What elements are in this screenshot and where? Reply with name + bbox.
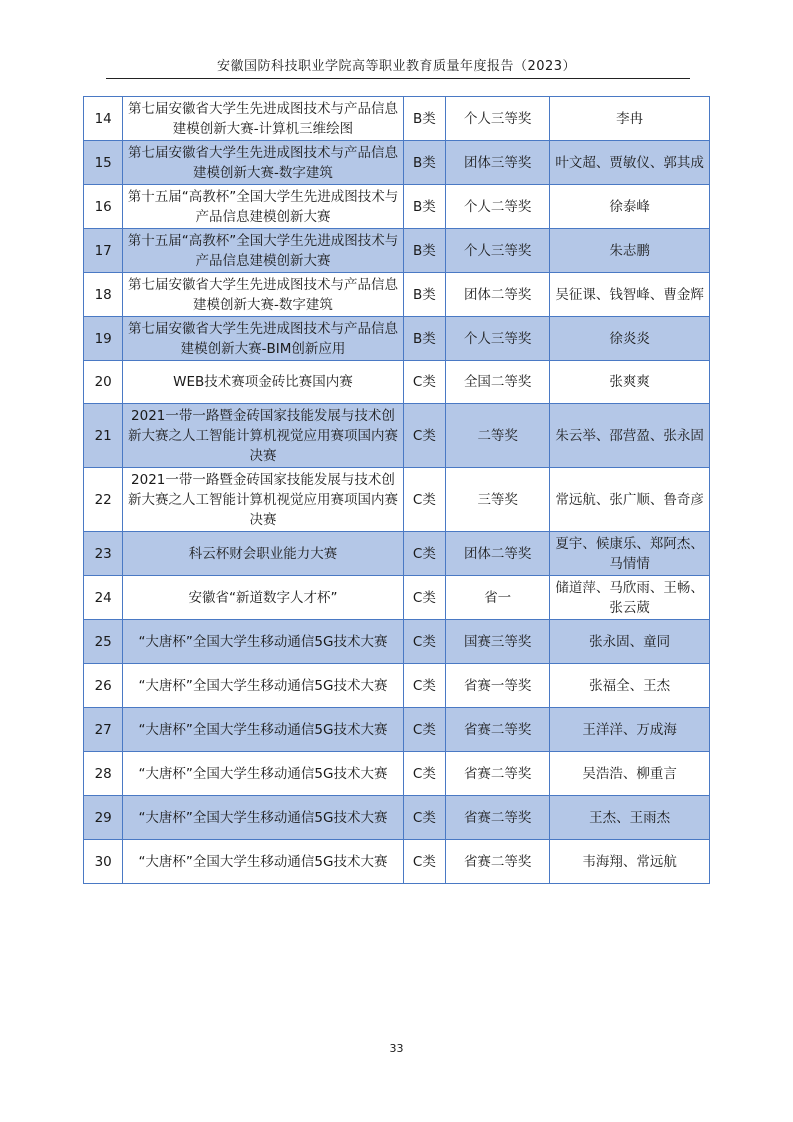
winners: 储道萍、马欣雨、王畅、张云葳	[550, 576, 710, 620]
winners: 张永固、童同	[550, 620, 710, 664]
winners: 韦海翔、常远航	[550, 840, 710, 884]
award-level: 省一	[446, 576, 550, 620]
row-number: 18	[84, 273, 123, 317]
competition-name: “大唐杯”全国大学生移动通信5G技术大赛	[123, 664, 403, 708]
award-level: 二等奖	[446, 404, 550, 468]
table-row	[84, 361, 710, 404]
award-level: 国赛三等奖	[446, 620, 550, 664]
competition-name: 第十五届“高教杯”全国大学生先进成图技术与产品信息建模创新大赛	[123, 229, 403, 273]
category: B类	[403, 141, 446, 185]
table-row	[84, 708, 710, 752]
table-row	[84, 664, 710, 708]
table-row	[84, 840, 710, 884]
competition-name: 第七届安徽省大学生先进成图技术与产品信息建模创新大赛-数字建筑	[123, 273, 403, 317]
award-level: 省赛二等奖	[446, 796, 550, 840]
table-row	[84, 229, 710, 273]
table-row	[84, 97, 710, 141]
table-row	[84, 273, 710, 317]
row-number: 25	[84, 620, 123, 664]
category: C类	[403, 361, 446, 404]
category: C类	[403, 708, 446, 752]
category: C类	[403, 576, 446, 620]
competition-name: 第十五届“高教杯”全国大学生先进成图技术与产品信息建模创新大赛	[123, 185, 403, 229]
award-level: 团体二等奖	[446, 532, 550, 576]
table-row	[84, 620, 710, 664]
row-number: 29	[84, 796, 123, 840]
row-number: 19	[84, 317, 123, 361]
table-row	[84, 185, 710, 229]
winners: 吴征课、钱智峰、曹金辉	[550, 273, 710, 317]
row-number: 22	[84, 468, 123, 532]
competition-name: “大唐杯”全国大学生移动通信5G技术大赛	[123, 840, 403, 884]
winners: 王洋洋、万成海	[550, 708, 710, 752]
page-number: 33	[389, 1042, 404, 1055]
awards-table	[83, 96, 710, 884]
competition-name: “大唐杯”全国大学生移动通信5G技术大赛	[123, 620, 403, 664]
row-number: 24	[84, 576, 123, 620]
winners: 王杰、王雨杰	[550, 796, 710, 840]
winners: 吴浩浩、柳重言	[550, 752, 710, 796]
award-level: 三等奖	[446, 468, 550, 532]
award-level: 全国二等奖	[446, 361, 550, 404]
winners: 徐泰峰	[550, 185, 710, 229]
award-level: 省赛二等奖	[446, 840, 550, 884]
competition-name: 安徽省“新道数字人才杯”	[123, 576, 403, 620]
category: B类	[403, 185, 446, 229]
row-number: 26	[84, 664, 123, 708]
award-level: 团体三等奖	[446, 141, 550, 185]
table-row	[84, 317, 710, 361]
table-row	[84, 752, 710, 796]
award-level: 个人三等奖	[446, 229, 550, 273]
competition-name: “大唐杯”全国大学生移动通信5G技术大赛	[123, 708, 403, 752]
category: B类	[403, 317, 446, 361]
winners: 夏宇、候康乐、郑阿杰、马情情	[550, 532, 710, 576]
competition-name: 第七届安徽省大学生先进成图技术与产品信息建模创新大赛-计算机三维绘图	[123, 97, 403, 141]
table-row	[84, 796, 710, 840]
category: B类	[403, 229, 446, 273]
competition-name: “大唐杯”全国大学生移动通信5G技术大赛	[123, 796, 403, 840]
header-divider	[106, 78, 690, 79]
winners: 张福全、王杰	[550, 664, 710, 708]
row-number: 21	[84, 404, 123, 468]
winners: 李冉	[550, 97, 710, 141]
category: C类	[403, 752, 446, 796]
category: B类	[403, 273, 446, 317]
table-row	[84, 404, 710, 468]
award-level: 省赛一等奖	[446, 664, 550, 708]
winners: 张爽爽	[550, 361, 710, 404]
winners: 朱志鹏	[550, 229, 710, 273]
category: C类	[403, 404, 446, 468]
winners: 叶文超、贾敏仪、郭其成	[550, 141, 710, 185]
row-number: 14	[84, 97, 123, 141]
row-number: 15	[84, 141, 123, 185]
table-row	[84, 468, 710, 532]
table-row	[84, 576, 710, 620]
award-level: 个人三等奖	[446, 97, 550, 141]
table-row	[84, 532, 710, 576]
category: C类	[403, 532, 446, 576]
row-number: 27	[84, 708, 123, 752]
award-level: 省赛二等奖	[446, 752, 550, 796]
competition-name: WEB技术赛项金砖比赛国内赛	[123, 361, 403, 404]
award-level: 个人三等奖	[446, 317, 550, 361]
category: C类	[403, 620, 446, 664]
winners: 朱云举、邵营盈、张永固	[550, 404, 710, 468]
competition-name: 第七届安徽省大学生先进成图技术与产品信息建模创新大赛-数字建筑	[123, 141, 403, 185]
row-number: 28	[84, 752, 123, 796]
category: C类	[403, 664, 446, 708]
competition-name: 2021一带一路暨金砖国家技能发展与技术创新大赛之人工智能计算机视觉应用赛项国内赛决赛	[123, 468, 403, 532]
row-number: 23	[84, 532, 123, 576]
competition-name: 第七届安徽省大学生先进成图技术与产品信息建模创新大赛-BIM创新应用	[123, 317, 403, 361]
table-row	[84, 141, 710, 185]
row-number: 30	[84, 840, 123, 884]
winners: 常远航、张广顺、鲁奇彦	[550, 468, 710, 532]
category: C类	[403, 468, 446, 532]
page-header-title: 安徽国防科技职业学院高等职业教育质量年度报告（2023）	[216, 59, 577, 74]
winners: 徐炎炎	[550, 317, 710, 361]
category: C类	[403, 840, 446, 884]
row-number: 16	[84, 185, 123, 229]
row-number: 17	[84, 229, 123, 273]
competition-name: 2021一带一路暨金砖国家技能发展与技术创新大赛之人工智能计算机视觉应用赛项国内赛决赛	[123, 404, 403, 468]
award-level: 省赛二等奖	[446, 708, 550, 752]
competition-name: “大唐杯”全国大学生移动通信5G技术大赛	[123, 752, 403, 796]
competition-name: 科云杯财会职业能力大赛	[123, 532, 403, 576]
category: B类	[403, 97, 446, 141]
award-level: 个人二等奖	[446, 185, 550, 229]
row-number: 20	[84, 361, 123, 404]
category: C类	[403, 796, 446, 840]
award-level: 团体二等奖	[446, 273, 550, 317]
